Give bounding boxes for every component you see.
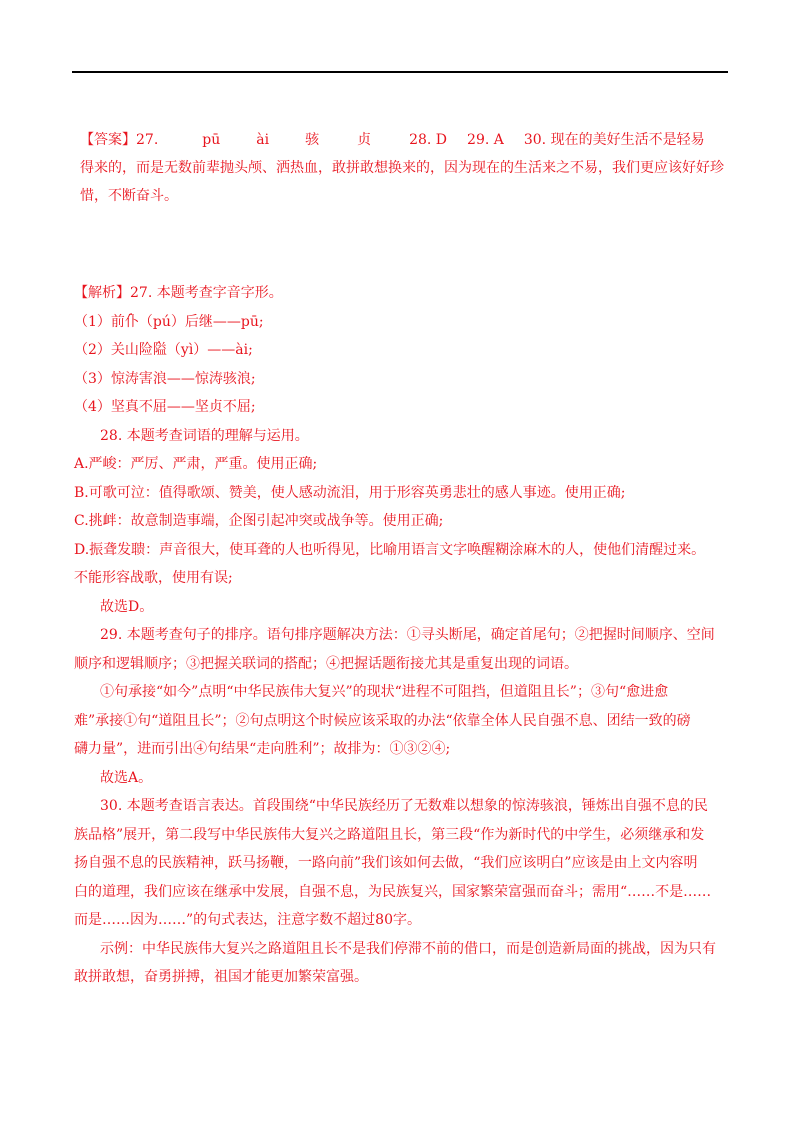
q29-line-2: 顺序和逻辑顺序；③把握关联词的搭配；④把握话题衔接尤其是重复出现的词语。 [74, 655, 578, 672]
answer-30: 30. 现在的美好生活不是轻易 [523, 132, 705, 148]
q30-line-4: 白的道理，我们应该在继承中发展，自强不息，为民族复兴，国家繁荣富强而奋斗；需用“……不是…… [74, 883, 712, 900]
answer-char-2: 贞 [357, 132, 372, 148]
q29-choice: 故选A。 [100, 769, 153, 786]
q30-line-5: 而是……因为……”的句式表达，注意字数不超过80字。 [74, 912, 421, 928]
analysis-heading: 【解析】27. 本题考查字音字形。 [74, 285, 283, 301]
q28-option-d-line1: D.振聋发聩：声音很大，使耳聋的人也听得见，比喻用语言文字唤醒糊涂麻木的人，使他们清醒过来。 [74, 541, 706, 558]
q30-line-3: 扬自强不息的民族精神，跃马扬鞭，一路向前”我们该如何去做，“我们应该明白”应该是由上文内容明 [74, 855, 698, 871]
answer-pinyin-1: pū [202, 132, 221, 148]
q29-line-4: 难”承接①句“道阻且长”；②句点明这个时候应该采取的办法“依靠全体人民自强不息、团结一致的磅 [74, 712, 691, 729]
q28-option-d-line2: 不能形容战歌，使用有误; [74, 570, 233, 586]
q27-item-4: （4）坚真不屈——坚贞不屈; [74, 399, 256, 415]
answer-29: 29. A [467, 132, 504, 148]
answer-28: 28. D [409, 132, 448, 148]
q28-option-c: C.挑衅：故意制造事端，企图引起冲突或战争等。使用正确; [74, 513, 444, 529]
example-line-2: 敢拼敢想，奋勇拼搏，祖国才能更加繁荣富强。 [74, 969, 368, 985]
answer-pinyin-2: ài [256, 132, 270, 148]
answer-line-1 [80, 126, 728, 154]
answer-char-1: 骇 [305, 132, 320, 148]
q28-heading: 28. 本题考查词语的理解与运用。 [100, 427, 309, 444]
answer-line-2: 得来的，而是无数前辈抛头颅、洒热血，敢拼敢想换来的，因为现在的生活来之不易，我们更应该好好珍 [80, 160, 724, 176]
answer-prefix: 【答案】27. [80, 132, 159, 148]
header-rule [72, 71, 728, 73]
answer-section [80, 126, 728, 210]
q28-choice: 故选D。 [100, 598, 154, 615]
q27-item-1: （1）前仆（pú）后继——pū; [74, 313, 264, 330]
dotted-char: 隘 [152, 342, 167, 358]
q30-line-1: 30. 本题考查语言表达。首段围绕“中华民族经历了无数难以想象的惊涛骇浪，锤炼出自强不息的民 [100, 798, 708, 814]
q28-option-a: A.严峻：严厉、严肃，严重。使用正确; [74, 456, 318, 472]
q29-line-1: 29. 本题考查句子的排序。语句排序题解决方法：①寻头断尾，确定首尾句；②把握时间顺序、空间 [100, 627, 715, 643]
q29-line-5: 礴力量”，进而引出④句结果“走向胜利”；故排为：①③②④; [74, 741, 451, 757]
example-line-1: 示例：中华民族伟大复兴之路道阻且长不是我们停滞不前的借口，而是创造新局面的挑战，因为只有 [100, 940, 716, 957]
q30-line-2: 族品格”展开，第二段写中华民族伟大复兴之路道阻且长，第三段“作为新时代的中学生，必须继承和发 [74, 826, 705, 843]
analysis-section [74, 279, 728, 992]
dotted-char: 仆 [124, 313, 139, 330]
q27-item-3: （3）惊涛害浪——惊涛骇浪; [74, 370, 256, 387]
q29-line-3: ①句承接“如今”点明“中华民族伟大复兴”的现状“进程不可阻挡，但道阻且长”；③句“愈进愈 [100, 684, 669, 700]
q28-option-b: B.可歌可泣：值得歌颂、赞美，使人感动流泪，用于形容英勇悲壮的感人事迹。使用正确; [74, 484, 626, 501]
answer-line-3: 惜，不断奋斗。 [80, 188, 178, 204]
q27-item-2: （2）关山险隘（yì）——ài; [74, 342, 253, 358]
